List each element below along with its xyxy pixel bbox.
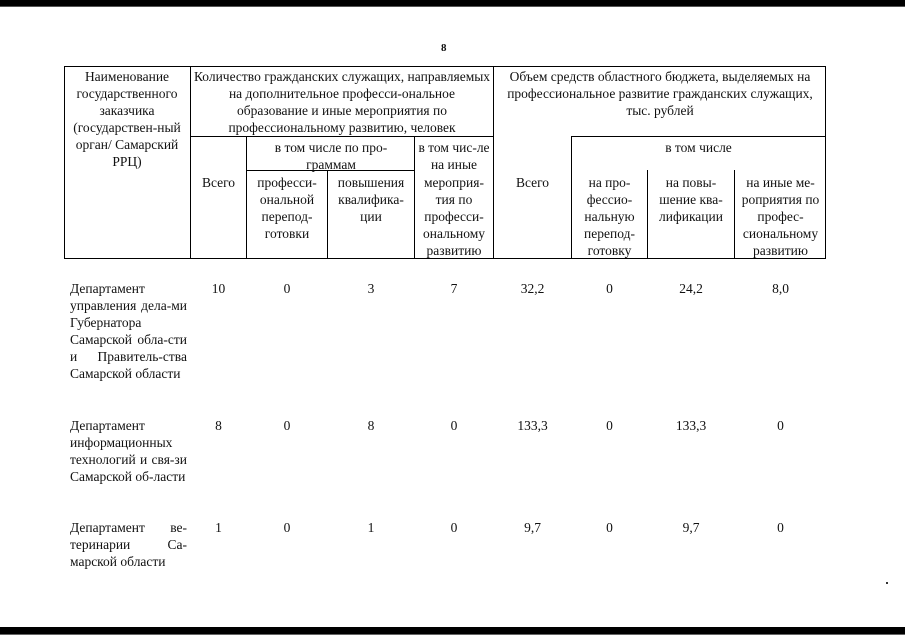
header-budget-total: Всего — [515, 175, 550, 190]
header-count-qualification: повышения квалифика-ции — [337, 175, 405, 224]
row-count-total: 8 — [215, 418, 222, 433]
row-count-total: 1 — [215, 520, 222, 535]
header-count-group: Количество гражданских служащих, направляемых на дополнительное професси-ональное образование и иные мероприятия по профессиональному развитию, человек — [193, 69, 491, 135]
row-budget-qualification: 9,7 — [682, 520, 700, 535]
header-budget-including: в том числе — [665, 140, 732, 155]
top-border-rule-thin — [0, 6, 905, 7]
header-count-including-programs: в том числе по про-граммам — [274, 140, 388, 172]
row-count-qualification: 1 — [367, 520, 375, 535]
header-count-retraining: професси-ональной перепод-готовки — [257, 175, 317, 241]
row-budget-qualification: 133,3 — [675, 418, 707, 433]
header-count-other-including: в том чис-ле на иные — [418, 140, 490, 172]
row-budget-retraining: 0 — [606, 281, 613, 296]
header-budget-group: Объем средств областного бюджета, выделяемых на профессиональное развитие гражданских служащих, тыс. рублей — [507, 69, 813, 118]
row-count-total: 10 — [211, 281, 226, 296]
header-count-total: Всего — [201, 175, 236, 190]
row-count-retraining: 0 — [283, 520, 291, 535]
row-budget-other: 0 — [777, 418, 784, 433]
header-name-column: Наименование государственного заказчика (государствен-ный орган/ Самарский РРЦ) — [73, 69, 181, 169]
row-count-other: 7 — [450, 281, 458, 296]
row-budget-total: 9,7 — [524, 520, 541, 535]
bottom-border-rule — [0, 627, 905, 634]
row-count-other: 0 — [450, 418, 458, 433]
row-count-retraining: 0 — [283, 418, 291, 433]
row-count-qualification: 8 — [367, 418, 375, 433]
header-count-other-events: мероприя-тия по професси-ональному развитию — [423, 175, 485, 258]
row-budget-retraining: 0 — [606, 418, 613, 433]
header-budget-other: на иные ме-роприятия по профес-сиональному развитию — [741, 175, 820, 258]
header-budget-retraining: на про-фессио-нальную перепод-готовку — [584, 175, 635, 258]
scan-speck — [886, 582, 888, 584]
row-budget-total: 32,2 — [520, 281, 545, 296]
row-organization-name: Департамент управления дела-ми Губернатора Самарской обла-сти и Правитель-ства Самарской области — [70, 281, 187, 381]
row-count-other: 0 — [450, 520, 458, 535]
row-count-retraining: 0 — [283, 281, 291, 296]
row-budget-qualification: 24,2 — [679, 281, 703, 296]
row-budget-other: 8,0 — [772, 281, 789, 296]
bottom-border-rule-thin — [0, 634, 905, 635]
row-budget-other: 0 — [777, 520, 784, 535]
row-budget-retraining: 0 — [606, 520, 613, 535]
row-budget-total: 133,3 — [517, 418, 548, 433]
row-count-qualification: 3 — [367, 281, 375, 296]
row-organization-name: Департамент информационных технологий и свя-зи Самарской об-ласти — [70, 418, 187, 484]
row-organization-name: Департамент ве-теринарии Са-марской области — [70, 520, 187, 569]
header-budget-qualification: на повы-шение ква-лификации — [659, 175, 723, 224]
page-number: 8 — [441, 42, 447, 54]
